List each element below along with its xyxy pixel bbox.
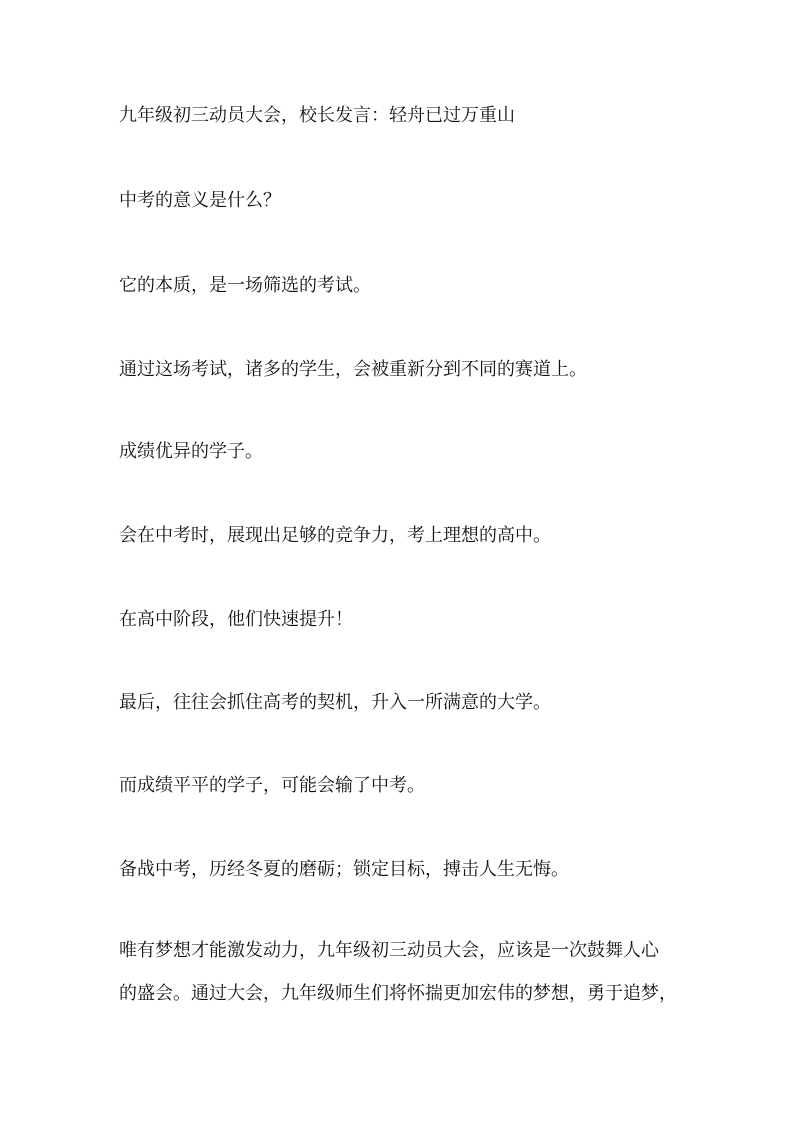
document-title: 九年级初三动员大会，校长发言：轻舟已过万重山 <box>119 105 515 126</box>
paragraph: 备战中考，历经冬夏的磨砺；锁定目标，搏击人生无悔。 <box>119 859 569 880</box>
paragraph: 会在中考时，展现出足够的竞争力，考上理想的高中。 <box>119 525 551 546</box>
paragraph-line: 的盛会。通过大会，九年级师生们将怀揣更加宏伟的梦想，勇于追梦， <box>119 983 677 1004</box>
paragraph: 而成绩平平的学子，可能会输了中考。 <box>119 775 425 796</box>
paragraph: 最后，往往会抓住高考的契机，升入一所满意的大学。 <box>119 692 551 713</box>
paragraph: 它的本质，是一场筛选的考试。 <box>119 275 371 296</box>
paragraph: 成绩优异的学子。 <box>119 441 263 462</box>
paragraph: 通过这场考试，诸多的学生，会被重新分到不同的赛道上。 <box>119 359 587 380</box>
paragraph: 在高中阶段，他们快速提升！ <box>119 609 353 630</box>
paragraph-line: 唯有梦想才能激发动力，九年级初三动员大会，应该是一次鼓舞人心 <box>119 940 659 961</box>
paragraph: 中考的意义是什么？ <box>119 190 281 211</box>
